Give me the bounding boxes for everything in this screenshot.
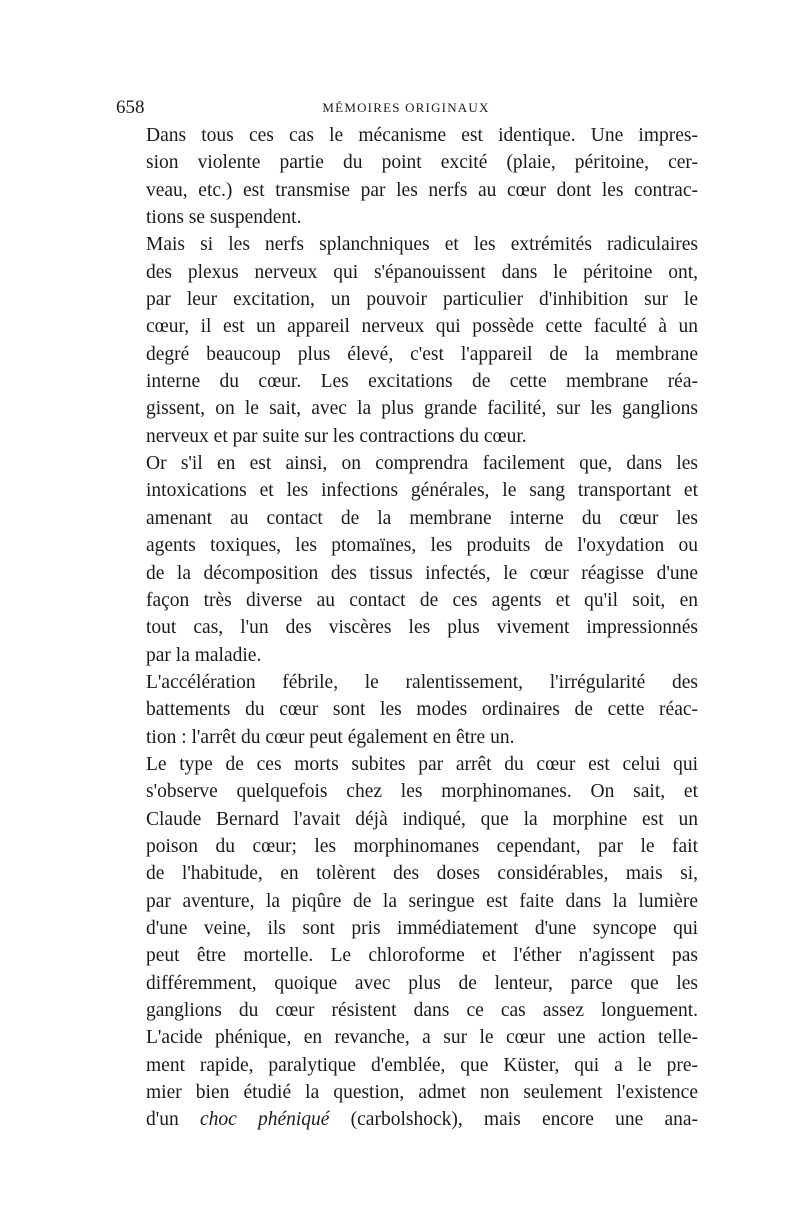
text-line: L'accélération fébrile, le ralentissement, l'irrégularité des xyxy=(146,671,698,693)
text-line-final xyxy=(146,1106,698,1133)
text-line: par aventure, la piqûre de la seringue est faite dans la lumière xyxy=(146,890,698,912)
text-line: battements du cœur sont les modes ordinaires de cette réac- xyxy=(146,699,698,721)
text-line: Le type de ces morts subites par arrêt du cœur est celui qui xyxy=(146,753,698,775)
text-line: différemment, quoique avec plus de lenteur, parce que les xyxy=(146,972,698,994)
text-line: ment rapide, paralytique d'emblée, que Küster, qui a le pre- xyxy=(146,1054,698,1076)
page-header xyxy=(116,97,696,123)
text-line: intoxications et les infections générales, le sang transportant et xyxy=(146,480,698,502)
text-line: Dans tous ces cas le mécanisme est identique. Une impres- xyxy=(146,125,698,146)
text-line: Or s'il en est ainsi, on comprendra facilement que, dans les xyxy=(146,453,698,475)
text-line: mier bien étudié la question, admet non seulement l'existence xyxy=(146,1082,698,1104)
text-line: sion violente partie du point excité (plaie, péritoine, cer- xyxy=(146,152,698,174)
text-line: des plexus nerveux qui s'épanouissent dans le péritoine ont, xyxy=(146,261,698,283)
body-text xyxy=(146,122,698,1134)
text-line: de la décomposition des tissus infectés, le cœur réagisse d'une xyxy=(146,562,698,584)
text-lines xyxy=(146,122,698,1106)
text-line: par la maladie. xyxy=(146,644,262,666)
text-line: par leur excitation, un pouvoir particulier d'inhibition sur le xyxy=(146,289,698,311)
text-line: ganglions du cœur résistent dans ce cas assez longuement. xyxy=(146,1000,698,1021)
text-line: d'une veine, ils sont pris immédiatement d'une syncope qui xyxy=(146,917,698,939)
italic-term: choc phéniqué xyxy=(199,1109,330,1131)
text-line: poison du cœur; les morphinomanes cependant, par le fait xyxy=(146,835,698,857)
text-line: interne du cœur. Les excitations de cette membrane réa- xyxy=(146,371,698,393)
final-line-after: (carbolshock), mais encore une ana- xyxy=(329,1109,698,1131)
text-line: Claude Bernard l'avait déjà indiqué, que la morphine est un xyxy=(146,808,698,830)
text-line: tions se suspendent. xyxy=(146,207,302,229)
text-line: degré beaucoup plus élevé, c'est l'appareil de la membrane xyxy=(146,343,698,365)
text-line: s'observe quelquefois chez les morphinomanes. On sait, et xyxy=(146,781,698,803)
text-line: nerveux et par suite sur les contractions du cœur. xyxy=(146,425,527,447)
text-line: amenant au contact de la membrane interne du cœur les xyxy=(146,507,698,529)
text-line: cœur, il est un appareil nerveux qui possède cette faculté à un xyxy=(146,316,698,338)
text-line: gissent, on le sait, avec la plus grande facilité, sur les ganglions xyxy=(146,398,698,420)
text-line: de l'habitude, en tolèrent des doses considérables, mais si, xyxy=(146,863,698,885)
text-line: agents toxiques, les ptomaïnes, les produits de l'oxydation ou xyxy=(146,535,698,557)
page-number: 658 xyxy=(116,97,145,118)
text-line: tout cas, l'un des viscères les plus vivement impressionnés xyxy=(146,617,698,639)
text-line: tion : l'arrêt du cœur peut également en être un. xyxy=(146,726,515,748)
final-line-before: d'un xyxy=(146,1109,200,1131)
text-line: L'acide phénique, en revanche, a sur le cœur une action telle- xyxy=(146,1027,698,1049)
text-line: Mais si les nerfs splanchniques et les extrémités radiculaires xyxy=(146,234,698,256)
text-line: peut être mortelle. Le chloroforme et l'éther n'agissent pas xyxy=(146,945,698,967)
running-head: MÉMOIRES ORIGINAUX xyxy=(322,100,490,115)
text-line: façon très diverse au contact de ces agents et qu'il soit, en xyxy=(146,589,698,611)
text-line: veau, etc.) est transmise par les nerfs au cœur dont les contrac- xyxy=(146,179,698,201)
